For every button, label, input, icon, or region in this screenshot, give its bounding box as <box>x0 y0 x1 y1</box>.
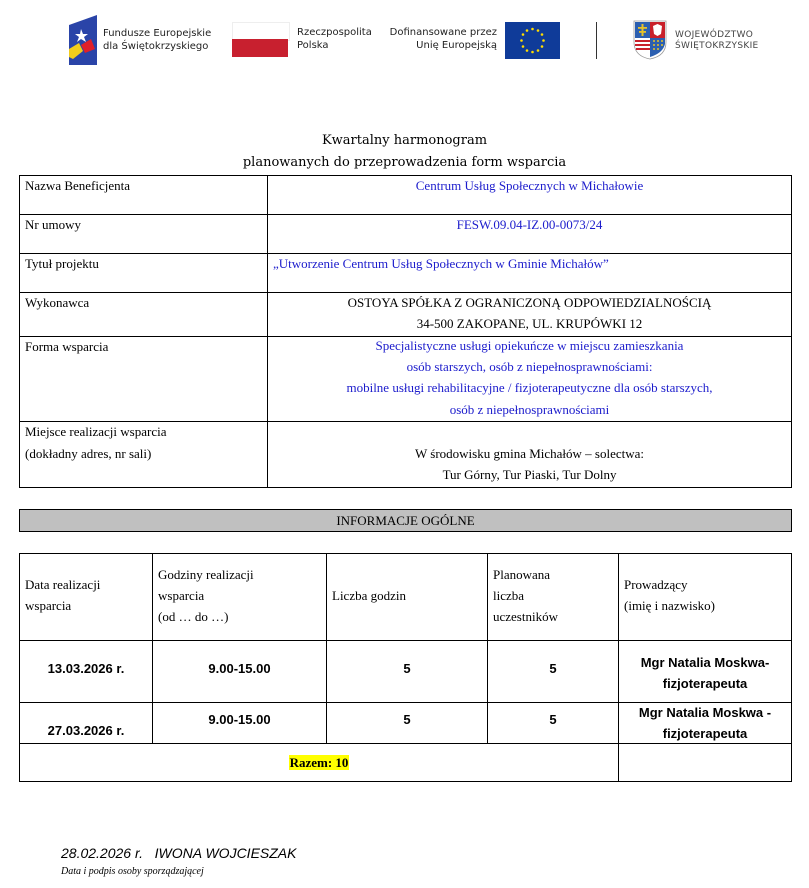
logo-line: Fundusze Europejskie <box>103 28 212 39</box>
value-beneficiary: Centrum Usług Społecznych w Michałowie <box>415 178 644 193</box>
leader-line: Mgr Natalia Moskwa - <box>638 705 772 720</box>
header-line: uczestników <box>493 609 558 624</box>
header-line: (imię i nazwisko) <box>624 598 715 613</box>
header-line: liczba <box>493 588 525 603</box>
document-title-line-1: Kwartalny harmonogram <box>321 133 488 148</box>
cell-hour-count: 5 <box>403 661 411 676</box>
section-bar-label: INFORMACJE OGÓLNE <box>336 513 475 528</box>
cell-hours: 9.00-15.00 <box>208 661 271 676</box>
leader-line: Mgr Natalia Moskwa- <box>640 655 770 670</box>
cell-hour-count: 5 <box>403 712 411 727</box>
logo-line: ŚWIĘTOKRZYSKIE <box>675 41 759 51</box>
value-contractor-address: 34-500 ZAKOPANE, UL. KRUPÓWKI 12 <box>416 316 643 331</box>
logo-line: Dofinansowane przez <box>389 27 497 38</box>
logo-line: dla Świętokrzyskiego <box>103 41 209 52</box>
header-hour-count <box>332 585 406 606</box>
document-title-line-2: planowanych do przeprowadzenia form wsparcia <box>242 155 567 170</box>
logo-line: Rzeczpospolita <box>297 27 372 38</box>
cell-date: 27.03.2026 r. <box>47 723 125 738</box>
header-hours <box>158 564 254 627</box>
header-line: Prowadzący <box>624 577 688 592</box>
total-row <box>20 752 618 771</box>
value-support-form-line: osób starszych, osób z niepełnosprawnościami: <box>406 359 653 374</box>
label-contractor: Wykonawca <box>25 295 90 310</box>
value-support-form-line: mobilne usługi rehabilitacyjne / fizjoterapeutyczne dla osób starszych, <box>346 380 713 395</box>
value-contractor-name: OSTOYA SPÓŁKA Z OGRANICZONĄ ODPOWIEDZIALNOŚCIĄ <box>347 295 712 310</box>
header-leader <box>624 574 715 616</box>
label-location-line: (dokładny adres, nr sali) <box>25 446 152 461</box>
header-line: Data realizacji <box>25 577 101 592</box>
value-project-title: „Utworzenie Centrum Usług Społecznych w Gminie Michałów” <box>273 256 609 271</box>
table-border <box>19 553 792 554</box>
value-location-line: W środowisku gmina Michałów – solectwa: <box>414 446 645 461</box>
logo-line: Polska <box>297 40 329 51</box>
cell-participants: 5 <box>549 712 557 727</box>
header-line: Godziny realizacji <box>158 567 254 582</box>
header-line: (od … do …) <box>158 609 229 624</box>
header-line: wsparcia <box>158 588 205 603</box>
table-border <box>19 640 792 641</box>
header-date <box>25 574 100 616</box>
header-line: Liczba godzin <box>332 588 406 603</box>
header-line: wsparcia <box>25 598 72 613</box>
value-support-form-line: osób z niepełnosprawnościami <box>449 402 610 417</box>
leader-line: fizjoterapeuta <box>662 676 748 691</box>
header-participants <box>493 564 558 627</box>
table-border <box>791 553 792 782</box>
leader-line: fizjoterapeuta <box>662 726 748 741</box>
header-line: Planowana <box>493 567 551 582</box>
cell-date: 13.03.2026 r. <box>47 661 125 676</box>
total-label: Razem: 10 <box>289 755 349 770</box>
logo-line: Unię Europejską <box>416 40 497 51</box>
label-location-line: Miejsce realizacji wsparcia <box>25 424 167 439</box>
value-location-line: Tur Górny, Tur Piaski, Tur Dolny <box>442 467 617 482</box>
signature-line: 28.02.2026 r. IWONA WOJCIESZAK <box>61 845 297 861</box>
value-support-form-line: Specjalistyczne usługi opiekuńcze w miejscu zamieszkania <box>375 338 684 353</box>
logo-line: WOJEWÓDZTWO <box>675 30 754 40</box>
label-project-title: Tytuł projektu <box>25 256 99 271</box>
label-contract-number: Nr umowy <box>25 217 81 232</box>
label-support-form: Forma wsparcia <box>25 339 109 354</box>
cell-leader <box>619 702 791 744</box>
cell-leader <box>619 652 791 694</box>
signature-caption: Data i podpis osoby sporządzającej <box>61 866 204 877</box>
table-border <box>19 781 792 782</box>
value-contract-number: FESW.09.04-IZ.00-0073/24 <box>456 217 603 232</box>
label-beneficiary: Nazwa Beneficjenta <box>25 178 131 193</box>
cell-hours: 9.00-15.00 <box>208 712 271 727</box>
cell-participants: 5 <box>549 661 557 676</box>
